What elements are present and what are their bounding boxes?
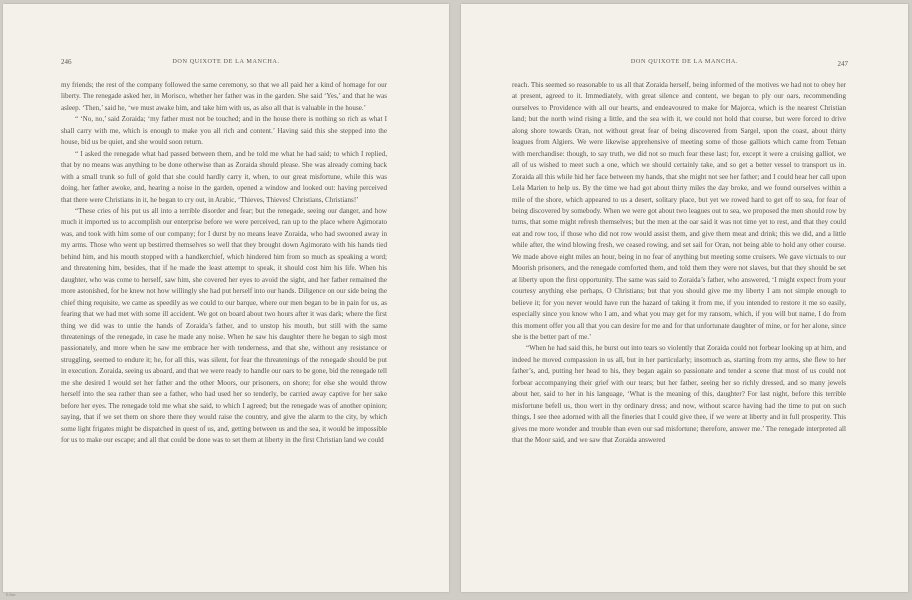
paragraph: “ I asked the renegade what had passed between them, and he told me what he had said; to which I replied, that by no means was anything to be done otherwise than as Zoraida should please. She was already coming back with a small trunk so full of gold that she could hardly carry it, when, to our great misfortune, while this was doing, her father awoke, and, hearing a noise in the garden, opened a window and looked out: having perceived that there were Christians in it, he began to cry out, in Arabic, ‘Thieves, Thieves! Christians, Christians!’ (61, 149, 387, 204)
body-text (61, 80, 387, 447)
paragraph: reach. This seemed so reasonable to us all that Zoraida herself, being informed of the motives we had not to obey her at present, agreed to it. Immediately, with great silence and content, we began to ply our oars, recommending ourselves to Providence with all our hearts, and endeavoured to make for Majorca, which is the nearest Christian land; but the north wind rising a little, and the sea with it, we could not hold that course, but were forced to drive along shore towards Oran, not without great fear of being discovered from Sargel, upon the coast, about thirty leagues from Algiers. We were likewise apprehensive of meeting some of those galliots which came from Tetuan with merchandise: though, to say truth, we did not so much fear these last; for, except it were a cruising galliot, we all of us wished to meet such a one, which we should certainly take, and so get a better vessel to transport us in. Zoraida all this while hid her face between my hands, that she might not see her father; and I could hear her call upon Lela Marien to help us. By the time we had got about thirty miles the day broke, and we found ourselves within a mile of the shore, which appeared to us a desert, solitary place, but yet we rowed hard to get off to sea, for fear of being discovered by somebody. When we were got about two leagues out to sea, we proposed the men should row by turns, that some might refresh themselves; but the men at the oar said it was not time yet to rest, and that they could eat and row too, if those who did not row would assist them, and give them meat and drink; this we did, and a little while after, the wind blowing fresh, we ceased rowing, and set sail for Oran, not being able to hold any other course. We made above eight miles an hour, being in no fear of anything but meeting some cruisers. We gave victuals to our Moorish prisoners, and the renegade comforted them, and told them they were not slaves, but that they should be set at liberty upon the first opportunity. The same was said to Zoraida’s father, who answered, ‘I might expect from your courtesy anything else perhaps, O Christians; but that you should give me my liberty I am not simple enough to believe it; for you never would have run the hazard of taking it from me, if you intended to restore it me so easily, especially since you know who I am, and what you may get for my ransom, which, if you will but name, I do from this moment offer you all that you can desire for me and for that unfortunate daughter of mine, or for her alone, since she is the better part of me.’ (512, 81, 846, 341)
left-page (3, 4, 449, 592)
paragraph: “ ‘No, no,’ said Zoraida; ‘my father must not be touched; and in the house there is nothing so rich as what I shall carry with me, which is enough to make you all rich and content.’ Having said this she stepped into the house, bid us be quiet, and she would soon return. (61, 115, 387, 147)
body-text (512, 80, 846, 447)
right-page (461, 4, 908, 592)
running-title: DON QUIXOTE DE LA MANCHA. (172, 58, 280, 65)
corner-mark: E.Nor. (6, 593, 17, 597)
paragraph: “When he had said this, he burst out into tears so violently that Zoraida could not forbear looking up at him, and indeed he moved compassion in us all, but in her particularly; insomuch as, starting from my arms, she flew to her father’s, and, putting her head to his, they began again so passionate and tender a scene that most of us could not forbear accompanying their grief with our tears; but her father, seeing her so richly dressed, and so many jewels about her, said to her in his language, ‘What is the meaning of this, daughter? For last night, before this terrible misfortune befell us, thou wert in thy ordinary dress; and now, without scarce having had the time to put on such things, I see thee adorned with all the fineries that I could give thee, if we were at liberty and in full prosperity. This gives me more wonder and trouble than even our sad misfortune; therefore, answer me.’ The renegade interpreted all that the Moor said, and we saw that Zoraida answered (512, 344, 846, 445)
paragraph: “These cries of his put us all into a terrible disorder and fear; but the renegade, seeing our danger, and how much it imported us to accomplish our enterprise before we were perceived, ran up to the place where Agimorato was, and took with him some of our company; for I durst by no means leave Zoraida, who had swooned away in my arms. Those who went up bestirred themselves so well that they brought down Agimorato with his hands tied behind him, and his mouth stopped with a handkerchief, which hindered him from so much as speaking a word; and threatening him, besides, that if he made the least attempt to speak, it should cost him his life. When his daughter, who was come to herself, saw him, she covered her eyes to avoid the sight, and her father remained the more astonished, for he knew not how willingly she had put herself into our hands. Diligence on our side being the chief thing requisite, we came as speedily as we could to our barque, where our men began to be in pain for us, as fearing that we had met with some ill accident. We got on board about two hours after it was dark; where the first thing we did was to untie the hands of Zoraida’s father, and to unstop his mouth, but still with the same threatenings of the renegade, in case he made any noise. When he saw his daughter there he began to sigh most passionately, and more when he saw me embrace her with tenderness, and that she, without any resistance or struggling, seemed to endure it; he, for all this, was silent, for fear the threatenings of the renegade should be put in execution. Zoraida, seeing us aboard, and that we were ready to handle our oars to be gone, bid the renegade tell me she desired I would set her father and the other Moors, our prisoners, on shore; for else she would throw herself into the sea rather than see a father, who had used her so tenderly, be carried away captive for her sake before her eyes. The renegade told me what she said, to which I agreed; but the renegade was of another opinion; saying, that if we set them on shore there they would raise the country, and give the alarm to the city, by which some light frigates might be dispatched in quest of us, and, getting between us and the sea, it would be impossible for us to make our escape; and all that could be done was to set them at liberty in the first Christian land we could (61, 206, 387, 445)
page-number: 246 (61, 58, 72, 66)
page-number: 247 (837, 60, 848, 68)
running-title: DON QUIXOTE DE LA MANCHA. (630, 58, 739, 65)
paragraph: my friends; the rest of the company followed the same ceremony, so that we all paid her a kind of homage for our liberty. The renegade asked her, in Morisco, whether her father was in the garden. She said ‘Yes,’ and that he was asleep. ‘Then,’ said he, ‘we must awake him, and take him with us, as also all that is valuable in the house.’ (61, 81, 387, 112)
